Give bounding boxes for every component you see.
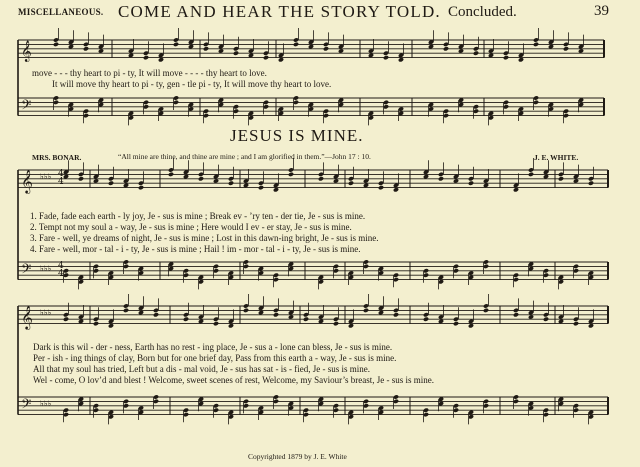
time-signature-top: 4 [58,261,64,271]
treble-note [83,46,89,51]
treble-note [468,181,474,186]
bass-clef-icon: 𝄢 [21,396,32,415]
verse-3-line-b: All that my soul has tried, Left but a dis - mal void, Je - sus has sat - is - fied, Je - sus is mine. [33,364,370,374]
treble-note [383,55,389,60]
treble-note [153,312,159,317]
treble-note [533,42,539,47]
treble-note [513,312,519,317]
treble-note [443,46,449,51]
treble-note [138,185,144,190]
treble-note [378,185,384,190]
treble-note [393,312,399,317]
treble-note [303,317,309,322]
section-label: MISCELLANEOUS. [18,7,104,17]
key-signature-flats: ♭♭♭ [40,264,52,273]
treble-note [183,317,189,322]
key-signature-flats: ♭♭♭ [40,399,52,408]
treble-clef-icon: 𝄞 [21,169,33,193]
treble-note [203,46,209,51]
time-signature-bottom: 4 [58,269,64,279]
treble-note [93,321,99,326]
epigraph: “All mine are thine, and thine are mine ; and I am glorified in them.”—John 17 : 10. [118,152,371,161]
prev-lyric-line-2: It will move thy heart to pi - ty, gen - tle pi - ty, It will move thy heart to love. [52,79,332,89]
verse-2-line-a: 2. Tempt not my soul a - way, Je - sus is mine ; Here would I ev - er stay, Je - sus is mine. [30,222,352,232]
key-signature-flats: ♭♭♭ [40,172,52,181]
treble-note [243,308,249,313]
prev-lyric-line-1: move - - - thy heart to pi - ty, It will move - - - - thy heart to love. [32,68,267,78]
treble-note [558,176,564,181]
concluded-label: Concluded. [448,4,517,20]
treble-note [573,321,579,326]
treble-note [263,55,269,60]
treble-note [288,172,294,177]
copyright-notice: Copyrighted 1879 by J. E. White [248,452,347,461]
verse-2-line-b: Per - ish - ing things of clay, Born but for one brief day, Pass from this earth a - way, Je - sus is mine. [33,353,397,363]
time-signature-bottom: 4 [58,177,64,187]
page-number: 39 [594,3,609,19]
treble-note [333,321,339,326]
key-signature-flats: ♭♭♭ [40,308,52,317]
treble-note [543,317,549,322]
treble-note [53,42,59,47]
treble-note [473,51,479,56]
treble-note [198,176,204,181]
verse-4-line-b: Wel - come, O lov’d and blest ! Welcome, sweet scenes of rest, Welcome, my Saviour’s breast, Je - sus is mine. [33,375,434,385]
treble-note [78,176,84,181]
treble-note [123,308,129,313]
treble-note [228,181,234,186]
treble-note [563,46,569,51]
treble-note [363,308,369,313]
treble-note [588,181,594,186]
author-credit: MRS. BONAR. [32,153,82,162]
composer-credit: J. E. WHITE. [534,153,579,162]
treble-note [348,181,354,186]
verse-1-line-b: Dark is this wil - der - ness, Earth has no rest - ing place, Je - sus a - lone can bless, Je - sus is mine. [33,342,393,352]
bass-clef-icon: 𝄢 [21,261,32,280]
song-title-previous: COME AND HEAR THE STORY TOLD. [118,2,441,21]
treble-note [173,42,179,47]
treble-note [213,321,219,326]
verse-1-line-a: 1. Fade, fade each earth - ly joy, Je - sus is mine ; Break ev - ’ry ten - der tie, Je - sus is mine. [30,211,366,221]
treble-note [503,55,509,60]
treble-note [528,172,534,177]
treble-note [323,46,329,51]
treble-note [233,51,239,56]
treble-note [423,317,429,322]
time-signature-top: 4 [58,169,64,179]
hymn-title: JESUS IS MINE. [230,126,364,145]
treble-note [63,317,69,322]
verse-3-line-a: 3. Fare - well, ye dreams of night, Je - sus is mine ; Lost in this dawn-ing bright, Je - sus is mine. [30,233,379,243]
treble-clef-icon: 𝄞 [21,41,32,62]
treble-note [453,321,459,326]
bass-clef-icon: 𝄢 [21,97,32,116]
treble-note [293,42,299,47]
verse-4-line-a: 4. Fare - well, mor - tal - i - ty, Je - sus is mine ; Hail ! im - mor - tal - i - ty, Je - sus is mine. [30,244,361,254]
treble-clef-icon: 𝄞 [21,305,33,329]
treble-note [273,312,279,317]
treble-note [143,55,149,60]
treble-note [483,308,489,313]
treble-note [258,185,264,190]
treble-note [168,172,174,177]
treble-note [318,176,324,181]
treble-note [108,181,114,186]
treble-note [438,176,444,181]
